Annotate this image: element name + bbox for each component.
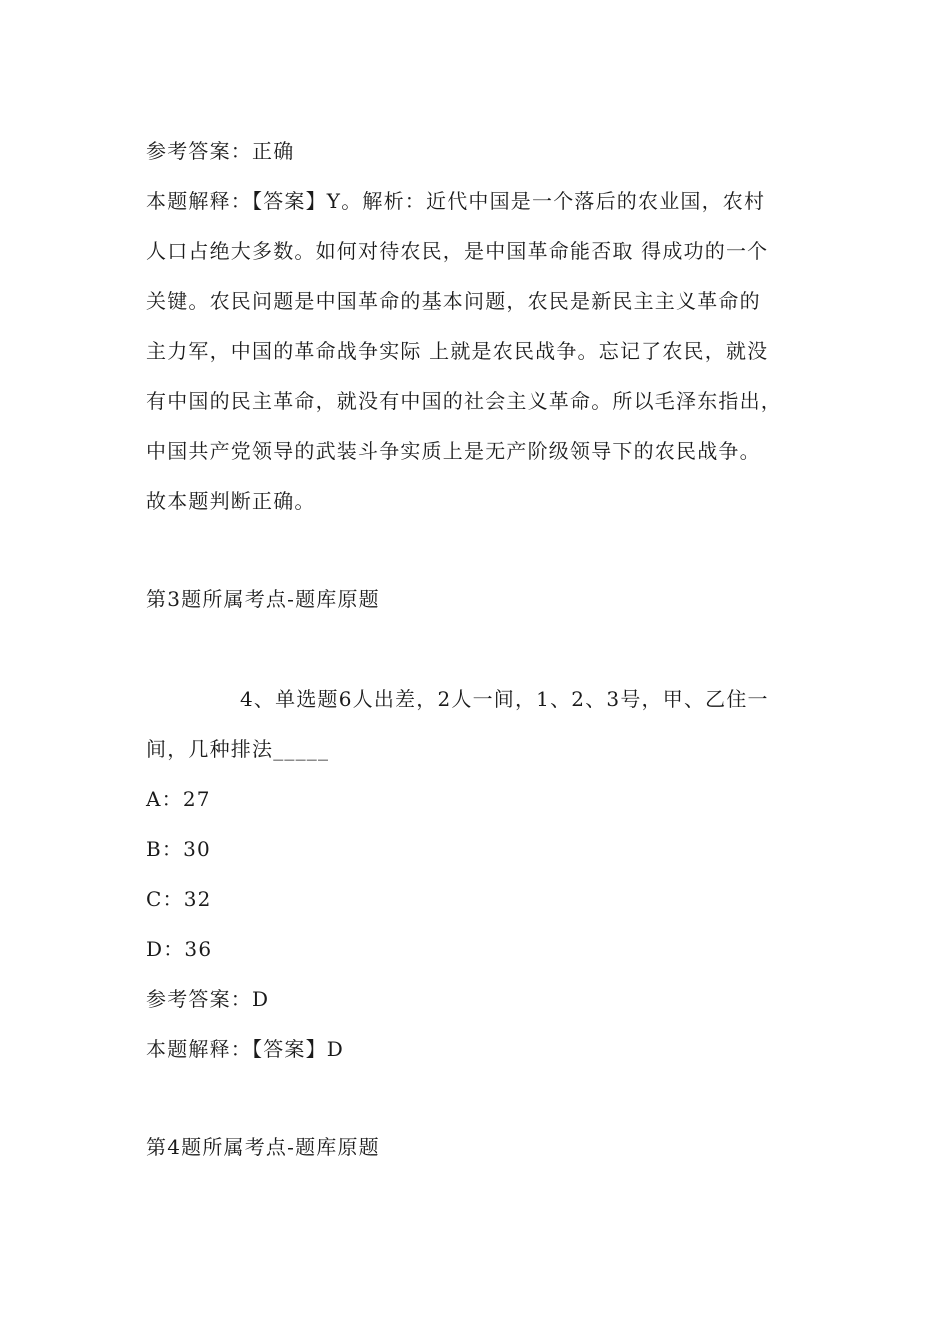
q3-explanation-line-7: 故本题判断正确。 <box>146 489 316 513</box>
q4-question-line-1: 4、单选题6人出差，2人一间，1、2、3号，甲、乙住一 <box>240 687 769 711</box>
q3-explanation-line-5: 有中国的民主革命，就没有中国的社会主义革命。所以毛泽东指出， <box>146 389 782 413</box>
q3-explanation-line-2: 人口占绝大多数。如何对待农民，是中国革命能否取 得成功的一个 <box>146 239 769 263</box>
q4-explanation: 本题解释：【答案】D <box>146 1037 345 1061</box>
q4-option-c: C：32 <box>146 887 212 911</box>
q4-question-line-2: 间，几种排法_____ <box>146 737 330 761</box>
q3-source: 第3题所属考点-题库原题 <box>146 587 380 611</box>
q4-source: 第4题所属考点-题库原题 <box>146 1135 380 1159</box>
q3-explanation-line-4: 主力军，中国的革命战争实际 上就是农民战争。忘记了农民，就没 <box>146 339 769 363</box>
q4-option-b: B：30 <box>146 837 211 861</box>
q4-option-d: D：36 <box>146 937 213 961</box>
q4-option-a: A：27 <box>146 787 211 811</box>
q3-answer: 参考答案：正确 <box>146 139 295 163</box>
q3-explanation-line-3: 关键。农民问题是中国革命的基本问题，农民是新民主主义革命的 <box>146 289 761 313</box>
q3-explanation-line-6: 中国共产党领导的武装斗争实质上是无产阶级领导下的农民战争。 <box>146 439 761 463</box>
q3-explanation-line-1: 本题解释：【答案】Y。解析：近代中国是一个落后的农业国，农村 <box>146 189 766 213</box>
q4-answer: 参考答案：D <box>146 987 270 1011</box>
